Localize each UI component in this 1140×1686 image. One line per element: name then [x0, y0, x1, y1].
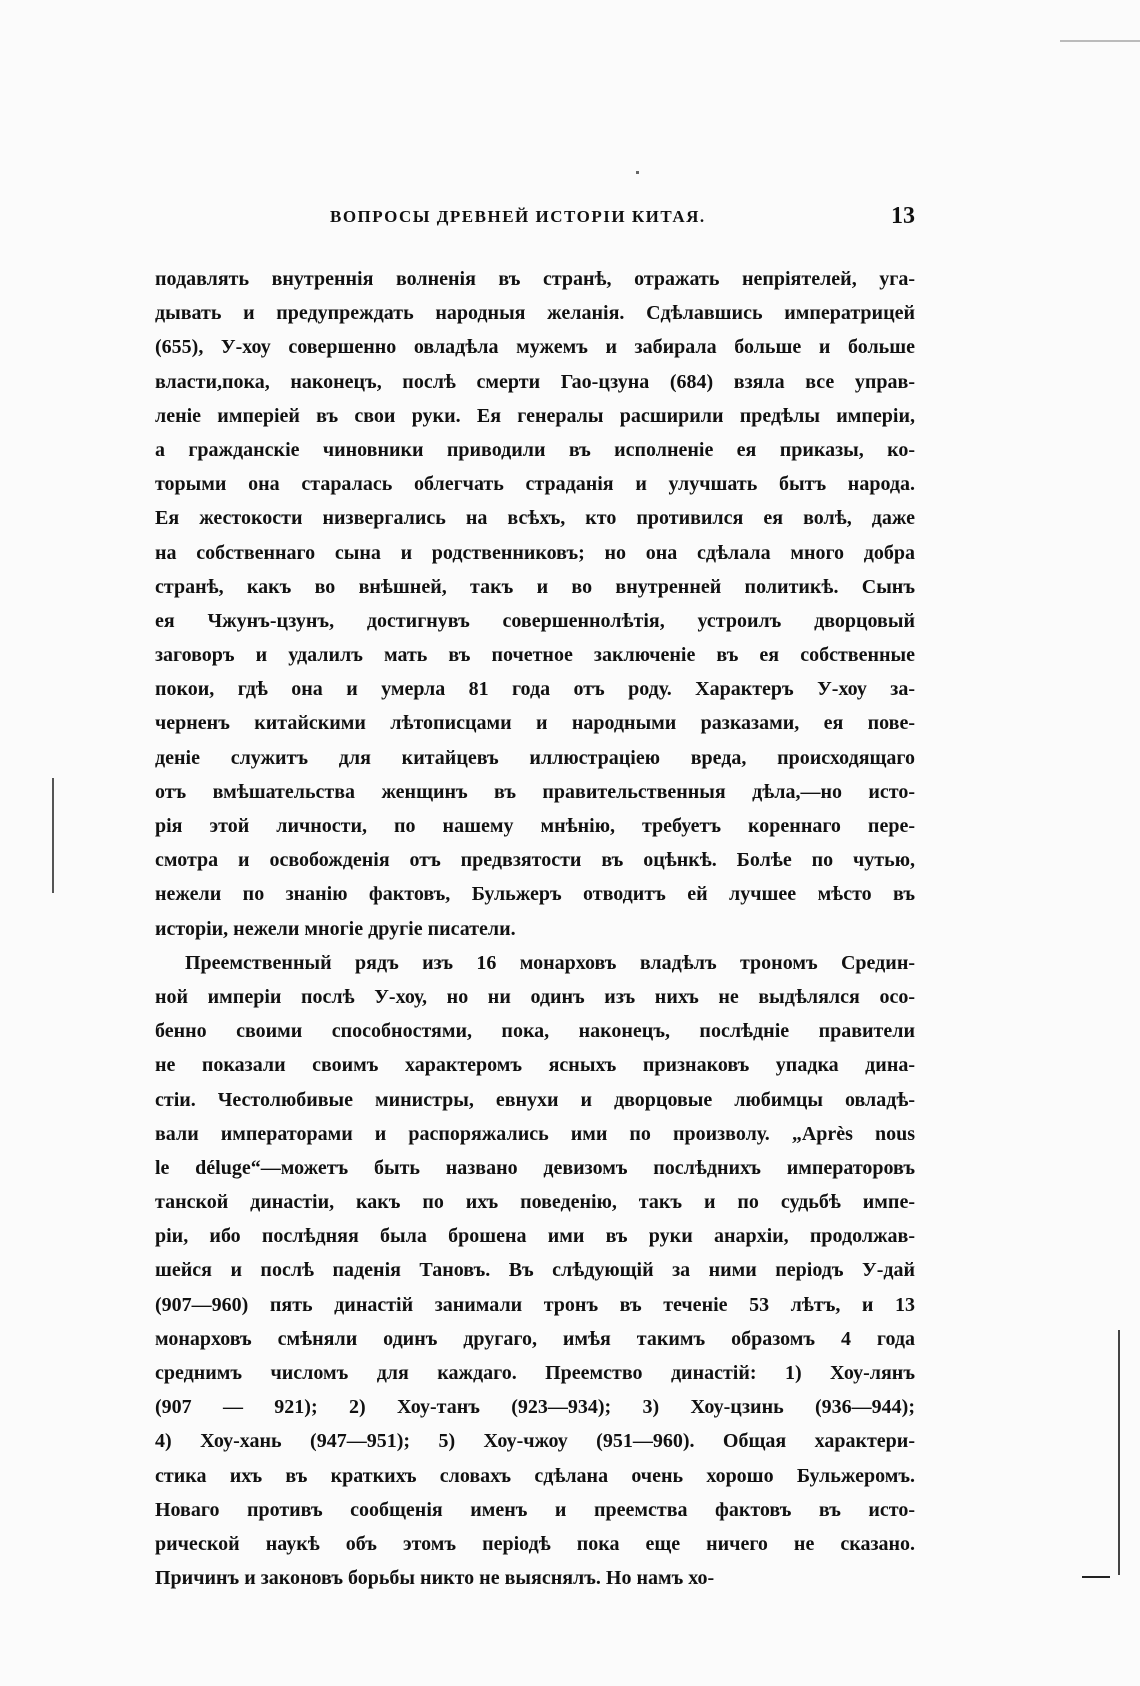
running-title: ВОПРОСЫ ДРЕВНЕЙ ИСТОРІИ КИТАЯ. — [330, 207, 706, 226]
text-line: исторіи, нежели многіе другіе писатели. — [155, 917, 516, 940]
text-line: стіи. Честолюбивые министры, евнухи и дворцовые любимцы овладѣ- — [155, 1088, 915, 1111]
text-line: шейся и послѣ паденія Тановъ. Въ слѣдующій за ними періодъ У-дай — [155, 1259, 915, 1282]
text-line: Причинъ и законовъ борьбы никто не выяснялъ. Но намъ хо- — [155, 1567, 715, 1590]
text-line: ея Чжунъ-цзунъ, достигнувъ совершеннолѣтія, устроилъ дворцовый — [155, 609, 915, 632]
text-line: рической наукѣ объ этомъ періодѣ пока еще ничего не сказано. — [155, 1532, 915, 1555]
paragraph-1 — [155, 262, 915, 946]
text-line: а гражданскіе чиновники приводили въ исполненіе ея приказы, ко- — [155, 438, 915, 461]
text-line: нежели по знанію фактовъ, Бульжеръ отводитъ ей лучшее мѣсто въ — [155, 883, 915, 906]
text-line: монарховъ смѣняли одинъ другаго, имѣя такимъ образомъ 4 года — [155, 1327, 915, 1350]
text-line: власти,пока, наконецъ, послѣ смерти Гао-цзуна (684) взяла все управ- — [155, 370, 915, 393]
text-line: торыми она старалась облегчать страданія и улучшать бытъ народа. — [155, 473, 915, 496]
text-line: ріи, ибо послѣдняя была брошена ими въ руки анархіи, продолжав- — [155, 1225, 915, 1248]
text-line: le déluge“—можетъ быть названо девизомъ послѣднихъ императоровъ — [155, 1156, 915, 1179]
text-line: черненъ китайскими лѣтописцами и народными разказами, ея пове- — [155, 712, 915, 735]
text-line: на собственнаго сына и родственниковъ; но она сдѣлала много добра — [155, 541, 915, 564]
page-number: 13 — [891, 203, 915, 229]
text-line: подавлять внутреннія волненія въ странѣ, отражать непріятелей, уга- — [155, 268, 915, 290]
scan-edge-line — [1060, 40, 1140, 42]
text-line: деніе служитъ для китайцевъ иллюстраціею вреда, происходящаго — [155, 746, 915, 769]
scan-speck — [636, 171, 639, 174]
text-line: Ея жестокости низвергались на всѣхъ, кто противился ея волѣ, даже — [155, 507, 915, 530]
body-text — [155, 262, 915, 1595]
text-line: не показали своимъ характеромъ ясныхъ признаковъ упадка дина- — [155, 1054, 915, 1077]
text-line: стика ихъ въ краткихъ словахъ сдѣлана очень хорошо Бульжеромъ. — [155, 1464, 915, 1487]
running-head — [155, 205, 915, 235]
text-line: Преемственный рядъ изъ 16 монарховъ владѣлъ трономъ Средин- — [185, 951, 915, 974]
text-line: бенно своими способностями, пока, наконецъ, послѣдніе правители — [155, 1020, 915, 1043]
text-line: (907 — 921); 2) Хоу-танъ (923—934); 3) Хоу-цзинь (936—944); — [155, 1396, 915, 1419]
text-line: смотра и освобожденія отъ предвзятости въ оцѣнкѣ. Болѣе по чутью, — [155, 849, 915, 872]
text-line: рія этой личности, по нашему мнѣнію, требуетъ кореннаго пере- — [155, 815, 915, 837]
text-line: среднимъ числомъ для каждаго. Преемство династій: 1) Хоу-лянъ — [155, 1362, 915, 1384]
text-line: леніе имперіей въ свои руки. Ея генералы расширили предѣлы имперіи, — [155, 404, 915, 427]
text-line: заговоръ и удалилъ мать въ почетное заключеніе въ ея собственные — [155, 644, 915, 667]
scan-margin-dash — [1082, 1576, 1110, 1578]
text-line: дывать и предупреждать народныя желанія. Сдѣлавшись императрицей — [155, 302, 915, 325]
paragraph-2 — [155, 946, 915, 1596]
text-line: странѣ, какъ во внѣшней, такъ и во внутренней политикѣ. Сынъ — [155, 575, 915, 598]
text-line: (907—960) пять династій занимали тронъ въ теченіе 53 лѣтъ, и 13 — [155, 1293, 915, 1316]
text-line: 4) Хоу-хань (947—951); 5) Хоу-чжоу (951—960). Общая характери- — [155, 1430, 915, 1453]
text-line: покои, гдѣ она и умерла 81 года отъ роду. Характеръ У-хоу за- — [155, 678, 915, 701]
scan-margin-line-right — [1118, 1330, 1120, 1575]
text-line: вали императорами и распоряжались ими по произволу. „Après nous — [155, 1122, 915, 1145]
text-line: танской династіи, какъ по ихъ поведенію, такъ и по судьбѣ импе- — [155, 1191, 915, 1214]
scan-margin-line-left — [52, 778, 54, 893]
text-line: (655), У-хоу совершенно овладѣла мужемъ и забирала больше и больше — [155, 336, 915, 359]
text-line: ной имперіи послѣ У-хоу, но ни одинъ изъ нихъ не выдѣлялся осо- — [155, 985, 915, 1008]
text-line: Новаго противъ сообщенія именъ и преемства фактовъ въ исто- — [155, 1498, 915, 1521]
text-line: отъ вмѣшательства женщинъ въ правительственныя дѣла,—но исто- — [155, 780, 915, 803]
